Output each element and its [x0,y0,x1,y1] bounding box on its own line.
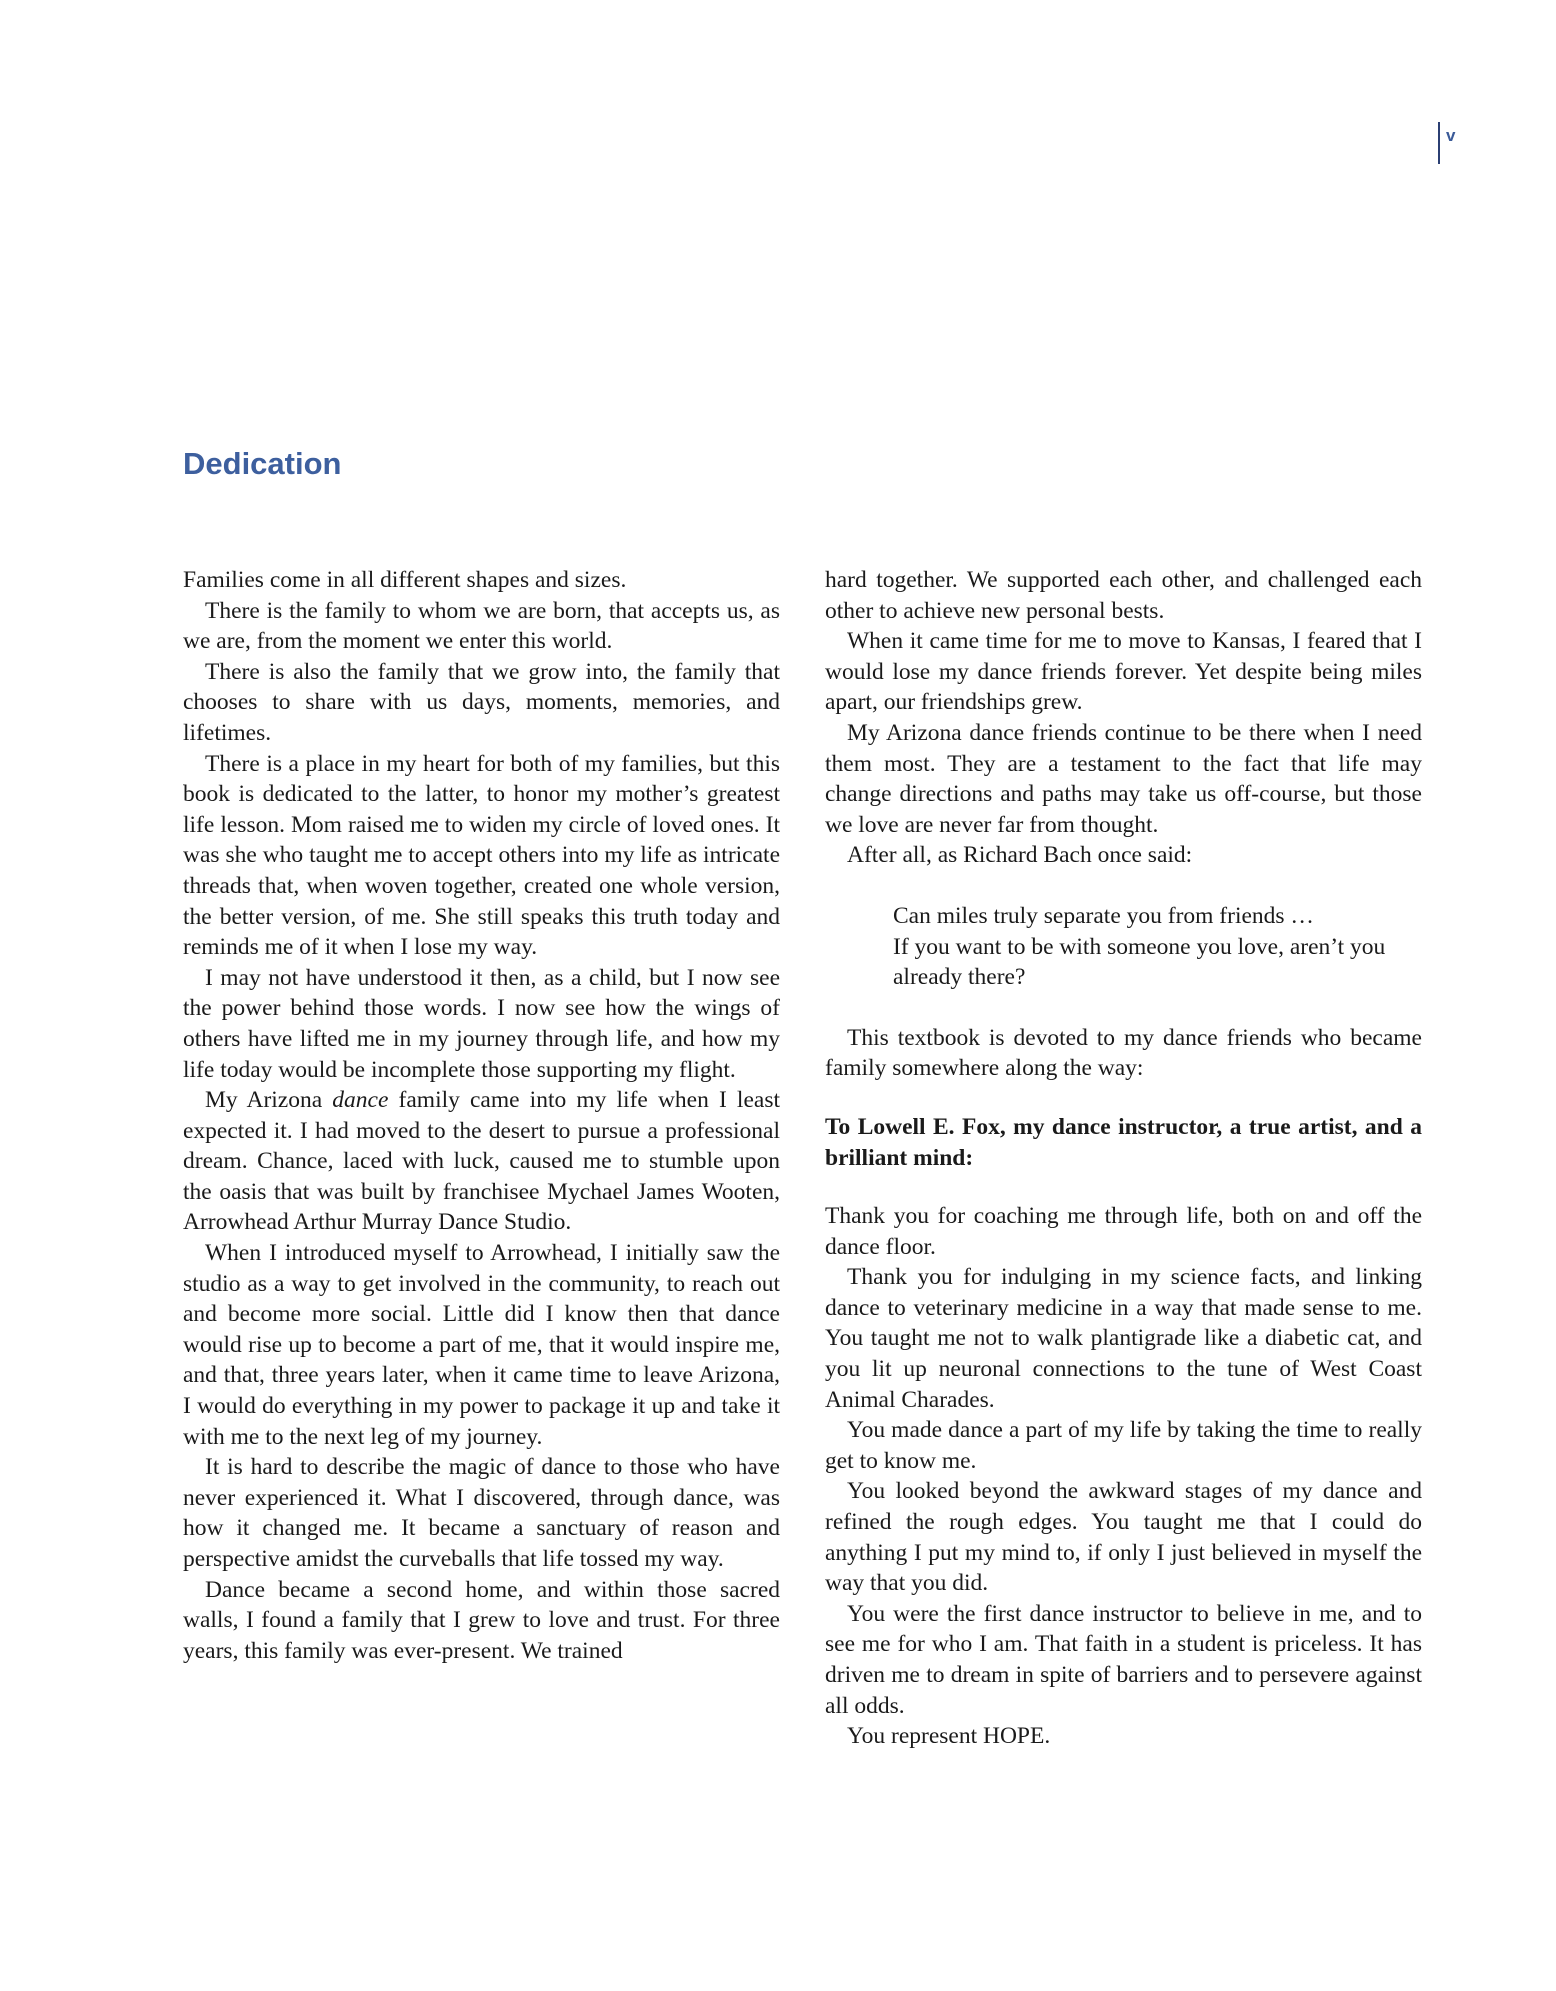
paragraph: After all, as Richard Bach once said: [847,842,1193,869]
paragraph: When I introduced myself to Arrowhead, I initially saw the studio as a way to get involved in the community, to reach out and become more social. Little did I know then that dance would rise up to become a part of me, that it would inspire me, and that, three years later, when it came time to leave Arizona, I would do everything in my power to package it up and take it with me to the next leg of my journey. [183,1240,780,1450]
paragraph [183,1085,780,1238]
paragraph: There is also the family that we grow into, the family that chooses to share with us days, moments, memories, and lifetimes. [183,658,780,746]
page-marker-rule [1438,122,1440,164]
block-quote [893,901,1422,993]
paragraph: I may not have understood it then, as a child, but I now see the power behind those words. I now see how the wings of others have lifted me in my journey through life, and how my life today would be incomplete those supporting my flight. [183,964,780,1083]
paragraph: It is hard to describe the magic of dance to those who have never experienced it. What I discovered, through dance, was how it changed me. It became a sanctuary of reason and perspective amidst the curveballs that life tossed my way. [183,1454,780,1572]
paragraph: When it came time for me to move to Kansas, I feared that I would lose my dance friends forever. Yet despite being miles apart, our friendships grew. [825,628,1422,716]
text-span: family came into my life when I least expected it. I had moved to the desert to pursue a professional dream. Chance, laced with luck, caused me to stumble upon the oasis that was built by franchisee Mychael James Wooten, Arrowhead Arthur Murray Dance Studio. [183,1087,780,1236]
page-title: Dedication [183,446,342,481]
right-column [825,565,1422,1752]
paragraph: Families come in all different shapes and sizes. [183,567,627,593]
paragraph: Thank you for indulging in my science facts, and linking dance to veterinary medicine in a way that made sense to me. You taught me not to walk plantigrade like a diabetic cat, and you lit up neuronal connections to the tune of West Coast Animal Charades. [825,1264,1422,1413]
paragraph: Thank you for coaching me through life, both on and off the dance floor. [825,1203,1422,1260]
paragraph: This textbook is devoted to my dance friends who became family somewhere along the way: [825,1024,1422,1082]
dedication-heading: To Lowell E. Fox, my dance instructor, a true artist, and a brilliant mind: [825,1113,1422,1171]
left-column [183,565,780,1666]
paragraph: Dance became a second home, and within those sacred walls, I found a family that I grew to love and trust. For three years, this family was ever-present. We trained [183,1576,780,1664]
page-number: v [1446,126,1456,145]
quote-line: Can miles truly separate you from friends … [893,902,1314,929]
paragraph: You were the first dance instructor to believe in me, and to see me for who I am. That faith in a student is priceless. It has driven me to dream in spite of barriers and to persevere against all odds. [825,1600,1422,1719]
paragraph: You looked beyond the awkward stages of my dance and refined the rough edges. You taught me that I could do anything I put my mind to, if only I just believed in myself the way that you did. [825,1478,1422,1597]
paragraph: hard together. We supported each other, and challenged each other to achieve new personal bests. [825,567,1422,624]
paragraph: You made dance a part of my life by taking the time to really get to know me. [825,1417,1422,1474]
text-span: My Arizona [205,1087,333,1114]
emphasis-text: dance [332,1087,389,1114]
paragraph: There is a place in my heart for both of my families, but this book is dedicated to the latter, to honor my mother’s greatest life lesson. Mom raised me to widen my circle of loved ones. It was she who taught me to accept others into my life as intricate threads that, when woven together, created one whole version, the better version, of me. She still speaks this truth today and reminds me of it when I lose my way. [183,750,780,961]
paragraph: You represent HOPE. [847,1723,1051,1750]
quote-line: If you want to be with someone you love, aren’t you already there? [893,933,1386,991]
paragraph: My Arizona dance friends continue to be there when I need them most. They are a testament to the fact that life may change directions and paths may take us off-course, but those we love are never far from thought. [825,719,1422,838]
paragraph: There is the family to whom we are born, that accepts us, as we are, from the moment we enter this world. [183,597,780,655]
